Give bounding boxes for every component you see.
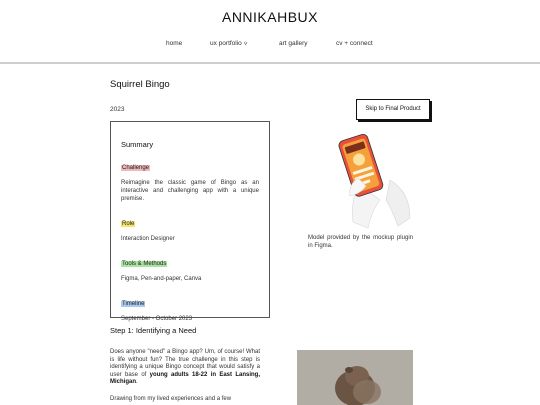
project-year: 2023 [110,106,125,113]
nav-home[interactable]: home [166,40,183,47]
main-nav [0,40,540,52]
para1-end: . [136,379,138,385]
role-label: Role [122,221,135,227]
nav-art-gallery[interactable]: art gallery [279,40,308,47]
step-1-paragraph-2: Drawing from my lived experiences and a few [110,396,232,402]
mockup-caption: Model provided by the mockup plugin in Figma. [308,235,413,249]
step-1-heading: Step 1: Identifying a Need [110,326,197,335]
step-1-paragraph-1 [110,349,260,387]
timeline-label: Timeline [122,301,145,307]
header-divider [0,62,540,64]
summary-card [110,121,270,322]
squirrel-photo [297,350,413,405]
skip-to-final-button[interactable]: Skip to Final Product [356,99,430,120]
site-title[interactable]: ANNIKAHBUX [221,9,319,25]
nav-cv-connect[interactable]: cv + connect [336,40,373,47]
tools-text: Figma, Pen-and-paper, Canva [121,276,202,282]
summary-title: Summary [121,140,154,149]
para1-bold-text: young adults 18-22 in East Lansing, Michigan [110,371,260,385]
role-text: Interaction Designer [121,236,175,242]
nav-ux-portfolio[interactable]: ux portfolio ⩒ [210,40,248,47]
para1-text: Does anyone "need" a Bingo app? Um, of course! What is life without fun? The true challenge in this step is identifying a unique Bingo concept that would satisfy a user base of [110,349,260,378]
tools-label: Tools & Methods [122,261,167,267]
challenge-text: Reimagine the classic game of Bingo as an interactive and challenging app with a unique premise. [121,180,259,202]
phone-mockup-image [320,130,415,230]
challenge-label: Challenge [122,165,150,171]
timeline-text: September - October 2023 [121,316,193,322]
page-title: Squirrel Bingo [110,79,170,90]
